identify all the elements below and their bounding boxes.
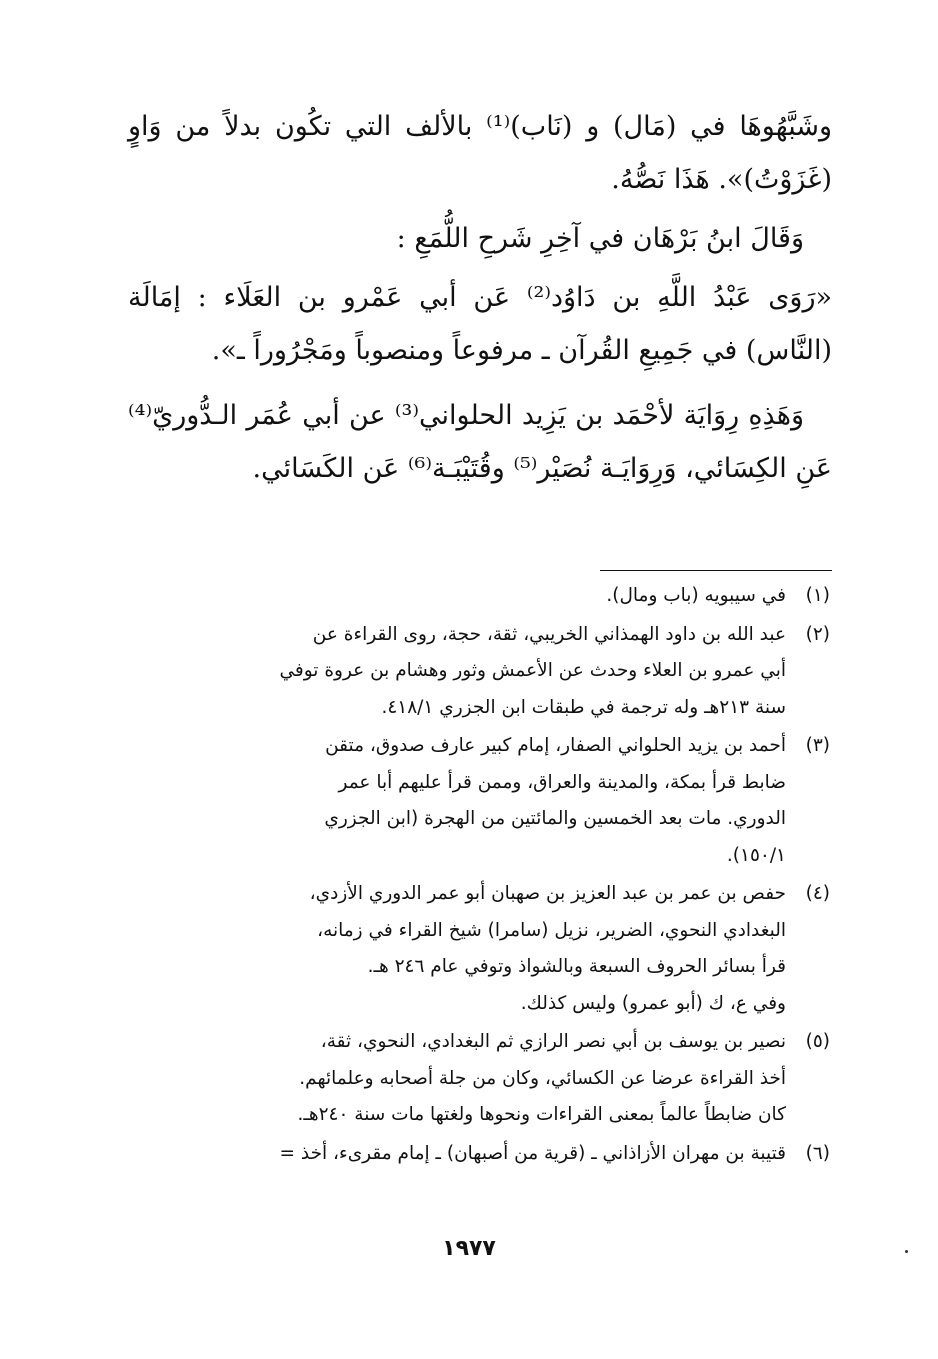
footnote-line: الدوري. مات بعد الخمسين والمائتين من الهجرة (ابن الجزري (324, 808, 786, 829)
footnote-line: أبي عمرو بن العلاء وحدث عن الأعمش وثور وهشام بن عروة توفي (279, 660, 786, 681)
footnote-separator (600, 570, 832, 571)
footnote-2 (150, 617, 830, 727)
footnote-line: سنة ٢١٣هـ وله ترجمة في طبقات ابن الجزري ٤١٨/١. (381, 696, 786, 718)
footnote-line: ١٥٠/١). (726, 844, 786, 866)
footnote-number: (٤) (805, 883, 830, 904)
footnote-4 (150, 876, 830, 1022)
main-paragraph-4: وَهَذِهِ رِوَايَة لأحْمَد بن يَزِيد الحلواني⁽³⁾ عن أبي عُمَر الـدُّوريّ⁽⁴⁾ عَنِ الكِسَائي، وَرِوَايَـة نُصَيْر⁽⁵⁾ وقُتَيْبَـة⁽⁶⁾ عَن الكَسَائي. (128, 400, 832, 484)
footnote-1 (150, 578, 830, 615)
footnote-3 (150, 728, 830, 874)
footnote-number: (١) (805, 585, 830, 606)
footnotes (150, 578, 830, 1174)
footnote-line: أخذ القراءة عرضا عن الكسائي، وكان من جلة أصحابه وعلمائهم. (299, 1067, 786, 1089)
footnote-line: ضابط قرأ بمكة، والمدينة والعراق، وممن قرأ عليهم أبا عمر (338, 771, 786, 793)
main-paragraph-1: وشَبَّهُوهَا في (مَال) و (نَاب)⁽¹⁾ بالألف التي تكُون بدلاً من وَاوٍ (غَزَوْتُ)». هَذَا نَصُّهُ. (128, 111, 833, 195)
scan-speck (905, 1250, 908, 1253)
footnote-line: في سيبويه (باب ومال). (606, 585, 786, 606)
footnote-line: قرأ بسائر الحروف السبعة وبالشواذ وتوفي عام ٢٤٦ هـ. (367, 956, 786, 977)
footnote-number: (٥) (805, 1031, 830, 1052)
footnote-line: كان ضابطاً عالماً بمعنى القراءات ونحوها ولغتها مات سنة ٢٤٠هـ. (297, 1104, 786, 1125)
main-paragraph-3: «رَوَى عَبْدُ اللَّهِ بن دَاوُد⁽²⁾ عَن أبي عَمْرو بن العَلَاء : إمَالَة (النَّاس) في جَمِيعِ القُرآن ـ مرفوعاً ومنصوباً ومَجْرُوراً ـ». (128, 282, 833, 366)
footnote-number: (٢) (805, 623, 830, 645)
footnote-line: البغدادي النحوي، الضرير، نزيل (سامرا) شيخ القراء في زمانه، (317, 919, 786, 941)
main-paragraph-2: وَقَالَ ابنُ بَرْهَان في آخِرِ شَرحِ اللُّمَعِ : (396, 223, 804, 254)
footnote-line: نصير بن يوسف بن أبي نصر الرازي ثم البغدادي، النحوي، ثقة، (320, 1031, 786, 1052)
footnote-line: قتيبة بن مهران الأزاذاني ـ (قرية من أصبهان) ـ إمام مقرىء، أخذ = (279, 1142, 786, 1164)
footnote-line: أحمد بن يزيد الحلواني الصفار، إمام كبير عارف صدوق، متقن (325, 735, 786, 756)
page-number: ١٩٧٧ (442, 1236, 496, 1261)
footnote-line: حفص بن عمر بن عبد العزيز بن صهبان أبو عمر الدوري الأزدي، (309, 883, 786, 904)
footnote-line: وفي ع، ك (أبو عمرو) وليس كذلك. (520, 992, 786, 1014)
footnote-6 (150, 1136, 830, 1173)
footnote-number: (٣) (805, 735, 830, 756)
main-text-block (128, 100, 832, 495)
footnote-5 (150, 1024, 830, 1134)
footnote-number: (٦) (805, 1142, 830, 1164)
footnote-line: عبد الله بن داود الهمذاني الخريبي، ثقة، حجة، روى القراءة عن (312, 623, 786, 645)
